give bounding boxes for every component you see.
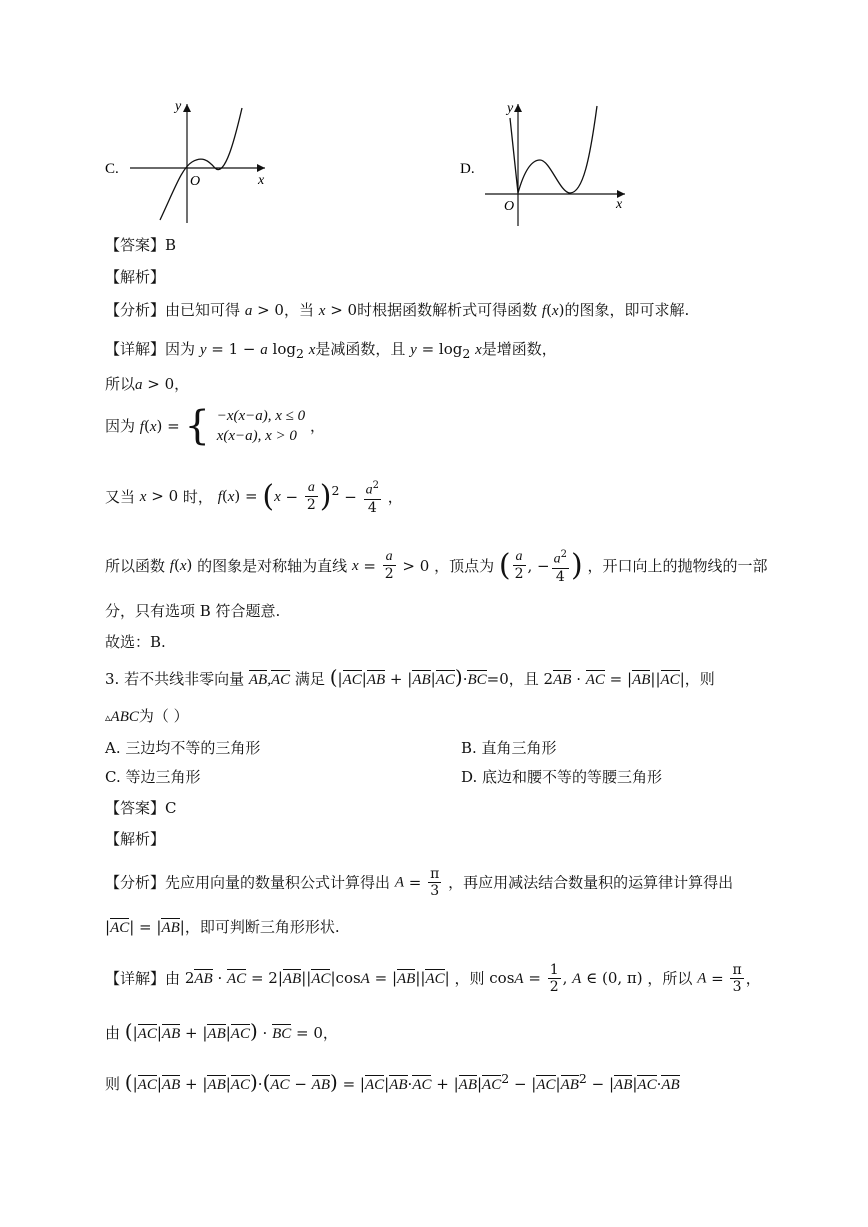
q3-option-b[interactable]: B. 直角三角形 <box>461 739 557 757</box>
graph-d-label: D. <box>460 161 475 177</box>
q3-answer: 【答案】C <box>105 799 177 817</box>
q3-stem-tail: ▵ABC为（ ） <box>105 707 189 725</box>
q3-fenxi-2: |AC| = |AB|，即可判断三角形形状. <box>105 918 340 936</box>
q3-stem: 3. 若不共线非零向量 AB,AC 满足 (|AC|AB + |AB|AC)·BC=0，且 2AB · AC = |AB||AC|，则 <box>105 665 715 689</box>
graph-c-o: O <box>190 174 201 189</box>
q3-option-a[interactable]: A. 三边均不等的三角形 <box>105 739 261 757</box>
q2-conclusion: 分，只有选项 B 符合题意. <box>105 602 281 620</box>
q2-piecewise: 因为 f(x) = { −x(x−a), x ≤ 0 x(x−a), x > 0 ， <box>105 403 325 449</box>
graph-d-y: y <box>507 101 514 116</box>
q3-expansion: 则 $(|AC|AB + |AB|AC)\cdot(AC - AB) = |AC|AB\cdot AC + |AB|AC^2 - |AC|AB^2 - |AB|AC\cdot AB$ <box>105 1070 680 1094</box>
graph-option-c <box>100 98 280 228</box>
q3-analysis-heading: 【解析】 <box>105 830 166 848</box>
q3-option-d[interactable]: D. 底边和腰不等的等腰三角形 <box>461 768 663 786</box>
q2-symmetry: 所以函数 f(x) 的图象是对称轴为直线 x = $\frac{a}{2}$ > 0 ，顶点为 ( $\frac{a}{2}$ , − $\frac{a^2}{4}$ ) ，开口向上的抛物线的一部 <box>105 547 768 585</box>
q3-fenxi: 【分析】先应用向量的数量积公式计算得出 A = $\frac{\pi}{3}$ ，再应用减法结合数量积的运算律计算得出 <box>105 866 734 899</box>
q2-answer: 【答案】B <box>105 236 177 254</box>
q2-analysis-heading: 【解析】 <box>105 268 166 286</box>
q2-vertex-form: 又当 x > 0 时， f(x) = (x − $\frac{a}{2}$ )$^2$ − $\frac{a^2}{4}$ ， <box>105 478 403 516</box>
graph-d-x: x <box>616 197 623 212</box>
graph-option-d <box>455 98 635 228</box>
q3-condition: 由 (|AC|AB + |AB|AC) · BC = 0， <box>105 1019 338 1043</box>
graph-d-o: O <box>504 199 515 214</box>
graph-c-label: C. <box>105 161 119 177</box>
q2-fenxi: 【分析】由已知可得 a > 0，当 x > 0时根据函数解析式可得函数 f(x)的图象，即可求解. <box>105 301 690 319</box>
graph-c-x: x <box>258 173 265 188</box>
q2-choose: 故选：B. <box>105 633 166 651</box>
q2-so-a: 所以a > 0， <box>105 375 190 393</box>
q2-detail: 【详解】因为 y = 1 − a $\log_2 x$是减函数，且 $y = \log_2 x$是增函数， <box>105 340 557 361</box>
graph-c-y: y <box>175 99 182 114</box>
q3-option-c[interactable]: C. 等边三角形 <box>105 768 201 786</box>
q3-detail: 【详解】由 2AB · AC = 2|AB||AC|cosA = |AB||AC| ，则 cosA = $\frac{1}{2}$ , A ∈ (0, π) ，所以 A = $\frac{\pi}{3}$ ， <box>105 962 761 995</box>
